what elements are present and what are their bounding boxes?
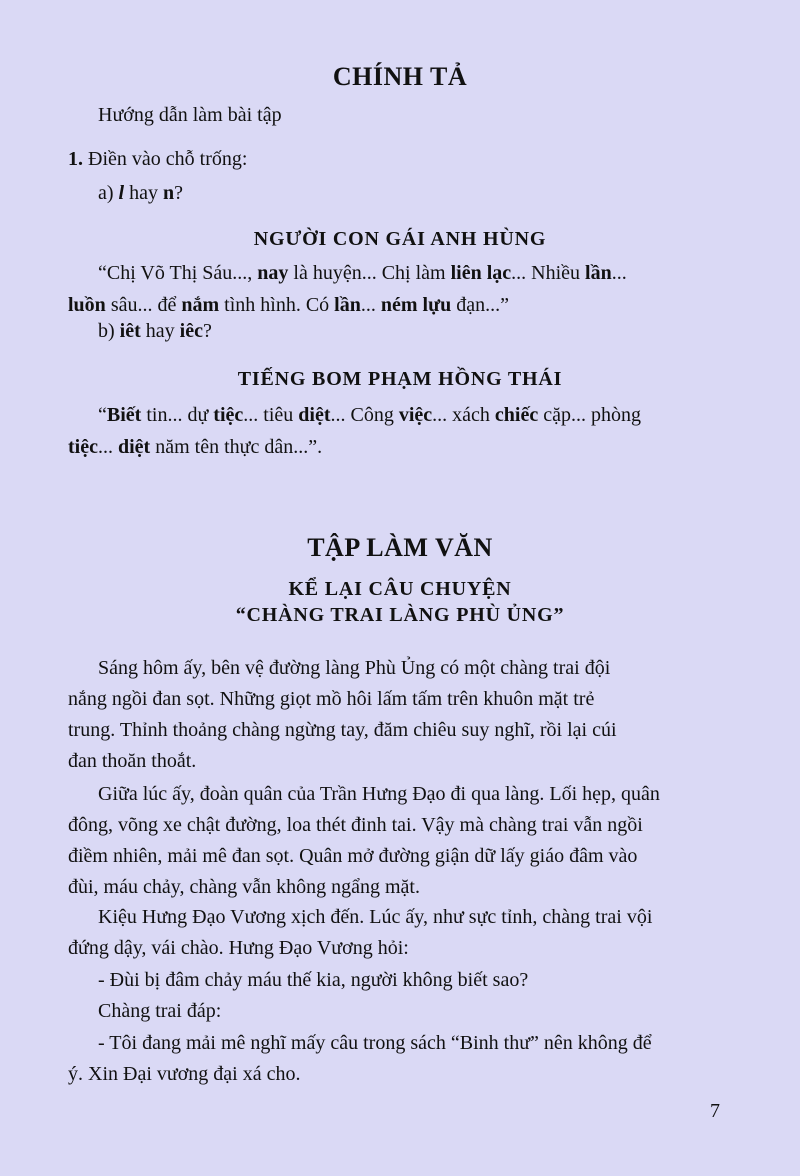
story1-title: NGƯỜI CON GÁI ANH HÙNG (253, 228, 547, 250)
section-title-tap-lam-van: TẬP LÀM VĂN (307, 533, 493, 562)
text-run: cặp... phòng (538, 404, 641, 426)
bold-word: iêt (119, 320, 141, 342)
letter-n: n (163, 182, 175, 204)
paragraph-line: đông, võng xe chật đường, loa thét đinh tai. Vậy mà chàng trai vẫn ngồi (68, 814, 643, 836)
bold-word: diệt (298, 404, 331, 426)
bold-word: lần (334, 294, 361, 316)
bold-word: chiếc (494, 404, 539, 426)
story1-line1 (98, 260, 627, 286)
text-run: đạn...” (451, 294, 509, 316)
paragraph-line: điềm nhiên, mải mê đan sọt. Quân mở đường giận dữ lấy giáo đâm vào (68, 845, 638, 867)
letter-l: l (118, 182, 125, 204)
paragraph-line: Kiệu Hưng Đạo Vương xịch đến. Lúc ấy, như sực tỉnh, chàng trai vội (98, 906, 653, 928)
part-a-suffix: ? (174, 182, 184, 204)
story1-line2 (68, 292, 509, 318)
paragraph-line: - Tôi đang mải mê nghĩ mấy câu trong sách “Binh thư” nên không để (98, 1032, 652, 1054)
paragraph-line: Sáng hôm ấy, bên vệ đường làng Phù Ủng có một chàng trai đội (98, 657, 611, 679)
bold-word: iêc (179, 320, 203, 342)
text-run: ... (360, 294, 381, 316)
text-run: ... (611, 262, 627, 284)
paragraph-line: ý. Xin Đại vương đại xá cho. (68, 1063, 301, 1085)
intro-line: Hướng dẫn làm bài tập (98, 104, 282, 126)
text-run: sâu... để (105, 294, 182, 316)
text-run: tình hình. Có (219, 294, 335, 316)
paragraph-line: nắng ngồi đan sọt. Những giọt mồ hôi lấm tấm trên khuôn mặt trẻ (68, 688, 595, 710)
text-run: hay (140, 320, 180, 342)
text-run: là huyện... Chị làm (288, 262, 451, 284)
paragraph-line: đan thoăn thoắt. (68, 750, 197, 772)
paragraph-line: Chàng trai đáp: (98, 1000, 222, 1022)
bold-word: luồn (68, 294, 106, 316)
text-run: b) (98, 320, 120, 342)
text-run: ... Nhiều (511, 262, 586, 284)
task-text: Điền vào chỗ trống: (83, 148, 248, 170)
bold-word: tiệc (213, 404, 244, 426)
bold-word: ném lựu (380, 294, 452, 316)
text-run: ... (97, 436, 118, 458)
text-run: ... Công (330, 404, 399, 426)
task-1-line (68, 146, 247, 172)
subtitle-line1: KỂ LẠI CÂU CHUYỆN (288, 578, 512, 600)
paragraph-line: đứng dậy, vái chào. Hưng Đạo Vương hỏi: (68, 937, 409, 959)
page-number: 7 (710, 1100, 720, 1122)
bold-word: nắm (181, 294, 220, 316)
text-run: ? (202, 320, 212, 342)
paragraph-line: - Đùi bị đâm chảy máu thế kia, người không biết sao? (98, 969, 529, 991)
task-number: 1. (68, 148, 83, 170)
text-run: “ (98, 404, 107, 426)
subtitle-line2: “CHÀNG TRAI LÀNG PHÙ ỦNG” (235, 604, 565, 626)
text-run: tin... dự (141, 404, 214, 426)
bold-word: việc (398, 404, 433, 426)
bold-word: nay (257, 262, 289, 284)
story2-line2 (68, 434, 322, 460)
story2-line1 (98, 402, 641, 428)
bold-word: liên lạc (450, 262, 512, 284)
bold-word: diệt (117, 436, 151, 458)
text-run: ... xách (432, 404, 495, 426)
paragraph-line: đùi, máu chảy, chàng vẫn không ngẩng mặt. (68, 876, 420, 898)
story2-title: TIẾNG BOM PHẠM HỒNG THÁI (237, 368, 563, 390)
text-run: ... tiêu (243, 404, 299, 426)
part-a-prefix: a) (98, 182, 119, 204)
section-title-chinh-ta: CHÍNH TẢ (332, 62, 468, 91)
text-run: năm tên thực dân...”. (150, 436, 323, 458)
part-a-line (98, 180, 183, 206)
paragraph-line: Giữa lúc ấy, đoàn quân của Trần Hưng Đạo đi qua làng. Lối hẹp, quân (98, 783, 660, 805)
text-run: “Chị Võ Thị Sáu..., (98, 262, 258, 284)
bold-word: tiệc (68, 436, 98, 458)
part-b-line (98, 318, 212, 344)
part-a-mid: hay (124, 182, 163, 204)
paragraph-line: trung. Thỉnh thoảng chàng ngừng tay, đăm chiêu suy nghĩ, rồi lại cúi (68, 719, 617, 741)
bold-word: lần (585, 262, 612, 284)
bold-word: Biết (106, 404, 142, 426)
